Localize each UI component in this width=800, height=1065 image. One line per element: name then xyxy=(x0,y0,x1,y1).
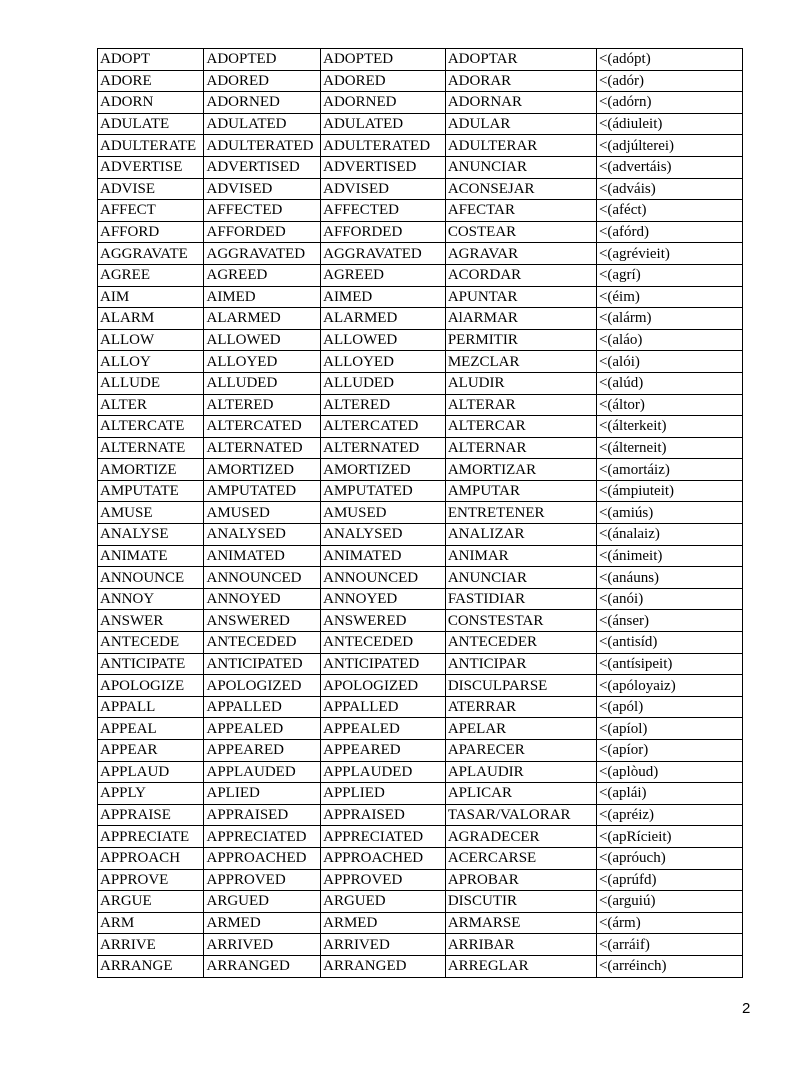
verb-participle-cell: ANNOUNCED xyxy=(321,567,446,589)
verb-participle-cell: ALLUDED xyxy=(321,372,446,394)
table-row xyxy=(98,804,743,826)
verb-base-cell: ADVISE xyxy=(98,178,204,200)
verb-spanish-cell: ARRIBAR xyxy=(445,934,596,956)
verb-participle-cell: AMPUTATED xyxy=(321,480,446,502)
verb-pronunciation-cell: <(árm) xyxy=(596,912,742,934)
verb-pronunciation-cell: <(antisíd) xyxy=(596,632,742,654)
verb-participle-cell: ADORNED xyxy=(321,92,446,114)
verb-base-cell: ARGUE xyxy=(98,891,204,913)
verb-base-cell: ANSWER xyxy=(98,610,204,632)
verb-base-cell: ALLOY xyxy=(98,351,204,373)
verb-base-cell: ALTER xyxy=(98,394,204,416)
verb-spanish-cell: ADULAR xyxy=(445,113,596,135)
verb-pronunciation-cell: <(adór) xyxy=(596,70,742,92)
table-row xyxy=(98,783,743,805)
verb-base-cell: AFFECT xyxy=(98,200,204,222)
verb-participle-cell: ALTERCATED xyxy=(321,416,446,438)
table-row xyxy=(98,653,743,675)
verb-pronunciation-cell: <(álterkeit) xyxy=(596,416,742,438)
table-row xyxy=(98,156,743,178)
verb-past-cell: ALTERNATED xyxy=(204,437,321,459)
verb-base-cell: ADULTERATE xyxy=(98,135,204,157)
table-row xyxy=(98,243,743,265)
verb-pronunciation-cell: <(áltor) xyxy=(596,394,742,416)
verb-past-cell: APPROVED xyxy=(204,869,321,891)
verb-participle-cell: ARGUED xyxy=(321,891,446,913)
verb-participle-cell: ANALYSED xyxy=(321,524,446,546)
verb-pronunciation-cell: <(adórn) xyxy=(596,92,742,114)
page-number: 2 xyxy=(742,1000,751,1017)
verb-participle-cell: APPEARED xyxy=(321,740,446,762)
verb-past-cell: AFFORDED xyxy=(204,221,321,243)
verb-base-cell: ADORE xyxy=(98,70,204,92)
verb-spanish-cell: AGRADECER xyxy=(445,826,596,848)
table-row xyxy=(98,826,743,848)
verb-pronunciation-cell: <(agrí) xyxy=(596,264,742,286)
verb-base-cell: ARRIVE xyxy=(98,934,204,956)
verb-pronunciation-cell: <(arguiú) xyxy=(596,891,742,913)
verb-spanish-cell: ALTERAR xyxy=(445,394,596,416)
table-row xyxy=(98,264,743,286)
verb-pronunciation-cell: <(afórd) xyxy=(596,221,742,243)
verb-past-cell: ADVISED xyxy=(204,178,321,200)
verb-table xyxy=(97,48,743,978)
verb-spanish-cell: ARMARSE xyxy=(445,912,596,934)
verb-base-cell: AMORTIZE xyxy=(98,459,204,481)
verb-spanish-cell: ATERRAR xyxy=(445,696,596,718)
verb-spanish-cell: MEZCLAR xyxy=(445,351,596,373)
verb-past-cell: ADOPTED xyxy=(204,49,321,71)
verb-past-cell: APPEALED xyxy=(204,718,321,740)
verb-participle-cell: ADULTERATED xyxy=(321,135,446,157)
verb-spanish-cell: ADOPTAR xyxy=(445,49,596,71)
verb-pronunciation-cell: <(amiús) xyxy=(596,502,742,524)
verb-spanish-cell: DISCULPARSE xyxy=(445,675,596,697)
verb-spanish-cell: ARREGLAR xyxy=(445,955,596,977)
verb-past-cell: APOLOGIZED xyxy=(204,675,321,697)
verb-base-cell: ANTECEDE xyxy=(98,632,204,654)
table-row xyxy=(98,459,743,481)
table-row xyxy=(98,308,743,330)
verb-past-cell: ADULTERATED xyxy=(204,135,321,157)
verb-pronunciation-cell: <(arréinch) xyxy=(596,955,742,977)
verb-pronunciation-cell: <(amortáiz) xyxy=(596,459,742,481)
verb-participle-cell: ALLOWED xyxy=(321,329,446,351)
verb-participle-cell: ANIMATED xyxy=(321,545,446,567)
verb-participle-cell: ADULATED xyxy=(321,113,446,135)
verb-spanish-cell: APLAUDIR xyxy=(445,761,596,783)
verb-past-cell: APPRECIATED xyxy=(204,826,321,848)
verb-past-cell: ANTECEDED xyxy=(204,632,321,654)
table-row xyxy=(98,869,743,891)
table-row xyxy=(98,955,743,977)
table-row xyxy=(98,696,743,718)
verb-participle-cell: ADVISED xyxy=(321,178,446,200)
verb-spanish-cell: APROBAR xyxy=(445,869,596,891)
verb-pronunciation-cell: <(aláo) xyxy=(596,329,742,351)
verb-base-cell: APPEAL xyxy=(98,718,204,740)
verb-pronunciation-cell: <(apíor) xyxy=(596,740,742,762)
verb-spanish-cell: APUNTAR xyxy=(445,286,596,308)
verb-participle-cell: ARMED xyxy=(321,912,446,934)
verb-participle-cell: ANTECEDED xyxy=(321,632,446,654)
table-row xyxy=(98,200,743,222)
verb-participle-cell: APPLIED xyxy=(321,783,446,805)
verb-base-cell: APPROACH xyxy=(98,847,204,869)
verb-base-cell: ADULATE xyxy=(98,113,204,135)
verb-past-cell: APPRAISED xyxy=(204,804,321,826)
verb-pronunciation-cell: <(adópt) xyxy=(596,49,742,71)
verb-base-cell: ADOPT xyxy=(98,49,204,71)
verb-past-cell: ALTERED xyxy=(204,394,321,416)
verb-spanish-cell: ANUNCIAR xyxy=(445,156,596,178)
verb-spanish-cell: APELAR xyxy=(445,718,596,740)
verb-base-cell: ALLUDE xyxy=(98,372,204,394)
verb-pronunciation-cell: <(ámpiuteit) xyxy=(596,480,742,502)
verb-past-cell: ADVERTISED xyxy=(204,156,321,178)
verb-participle-cell: APPROVED xyxy=(321,869,446,891)
verb-base-cell: APPROVE xyxy=(98,869,204,891)
verb-past-cell: ADORNED xyxy=(204,92,321,114)
table-row xyxy=(98,92,743,114)
verb-pronunciation-cell: <(adjúlterei) xyxy=(596,135,742,157)
verb-past-cell: ARRIVED xyxy=(204,934,321,956)
table-row xyxy=(98,545,743,567)
verb-past-cell: ALARMED xyxy=(204,308,321,330)
verb-pronunciation-cell: <(antísipeit) xyxy=(596,653,742,675)
verb-past-cell: ANTICIPATED xyxy=(204,653,321,675)
verb-pronunciation-cell: <(éim) xyxy=(596,286,742,308)
verb-pronunciation-cell: <(alói) xyxy=(596,351,742,373)
verb-base-cell: ANNOUNCE xyxy=(98,567,204,589)
verb-participle-cell: AMORTIZED xyxy=(321,459,446,481)
verb-spanish-cell: AMPUTAR xyxy=(445,480,596,502)
verb-spanish-cell: ALUDIR xyxy=(445,372,596,394)
verb-past-cell: AFFECTED xyxy=(204,200,321,222)
verb-participle-cell: ADVERTISED xyxy=(321,156,446,178)
verb-spanish-cell: COSTEAR xyxy=(445,221,596,243)
verb-participle-cell: AMUSED xyxy=(321,502,446,524)
table-row xyxy=(98,372,743,394)
table-row xyxy=(98,437,743,459)
verb-pronunciation-cell: <(adváis) xyxy=(596,178,742,200)
verb-past-cell: APPALLED xyxy=(204,696,321,718)
verb-participle-cell: ARRIVED xyxy=(321,934,446,956)
verb-pronunciation-cell: <(apréiz) xyxy=(596,804,742,826)
verb-base-cell: APPALL xyxy=(98,696,204,718)
verb-spanish-cell: TASAR/VALORAR xyxy=(445,804,596,826)
verb-participle-cell: AFFECTED xyxy=(321,200,446,222)
verb-past-cell: AGREED xyxy=(204,264,321,286)
verb-base-cell: ANNOY xyxy=(98,588,204,610)
verb-table-body xyxy=(98,49,743,978)
verb-spanish-cell: APLICAR xyxy=(445,783,596,805)
verb-past-cell: ANIMATED xyxy=(204,545,321,567)
verb-pronunciation-cell: <(apól) xyxy=(596,696,742,718)
verb-past-cell: ARMED xyxy=(204,912,321,934)
verb-spanish-cell: ACERCARSE xyxy=(445,847,596,869)
verb-participle-cell: APPROACHED xyxy=(321,847,446,869)
verb-spanish-cell: ADORAR xyxy=(445,70,596,92)
verb-past-cell: ALTERCATED xyxy=(204,416,321,438)
verb-participle-cell: APPLAUDED xyxy=(321,761,446,783)
verb-past-cell: APPROACHED xyxy=(204,847,321,869)
verb-spanish-cell: FASTIDIAR xyxy=(445,588,596,610)
verb-spanish-cell: AlARMAR xyxy=(445,308,596,330)
verb-base-cell: ALLOW xyxy=(98,329,204,351)
verb-participle-cell: ANSWERED xyxy=(321,610,446,632)
verb-past-cell: ARRANGED xyxy=(204,955,321,977)
table-row xyxy=(98,632,743,654)
table-row xyxy=(98,351,743,373)
verb-participle-cell: ANNOYED xyxy=(321,588,446,610)
verb-spanish-cell: ADULTERAR xyxy=(445,135,596,157)
verb-spanish-cell: PERMITIR xyxy=(445,329,596,351)
verb-pronunciation-cell: <(apróuch) xyxy=(596,847,742,869)
verb-spanish-cell: AFECTAR xyxy=(445,200,596,222)
verb-spanish-cell: ACONSEJAR xyxy=(445,178,596,200)
verb-spanish-cell: ANIMAR xyxy=(445,545,596,567)
table-row xyxy=(98,394,743,416)
table-row xyxy=(98,610,743,632)
verb-participle-cell: ARRANGED xyxy=(321,955,446,977)
verb-pronunciation-cell: <(arráif) xyxy=(596,934,742,956)
verb-pronunciation-cell: <(álterneit) xyxy=(596,437,742,459)
verb-base-cell: ALARM xyxy=(98,308,204,330)
verb-spanish-cell: APARECER xyxy=(445,740,596,762)
table-row xyxy=(98,502,743,524)
table-row xyxy=(98,70,743,92)
verb-base-cell: ANTICIPATE xyxy=(98,653,204,675)
table-row xyxy=(98,761,743,783)
verb-participle-cell: APPEALED xyxy=(321,718,446,740)
verb-participle-cell: ALTERED xyxy=(321,394,446,416)
verb-participle-cell: APOLOGIZED xyxy=(321,675,446,697)
verb-spanish-cell: CONSTESTAR xyxy=(445,610,596,632)
table-row xyxy=(98,480,743,502)
verb-pronunciation-cell: <(ánalaiz) xyxy=(596,524,742,546)
table-row xyxy=(98,524,743,546)
verb-base-cell: ALTERNATE xyxy=(98,437,204,459)
table-row xyxy=(98,912,743,934)
verb-base-cell: AIM xyxy=(98,286,204,308)
table-row xyxy=(98,221,743,243)
verb-participle-cell: ALLOYED xyxy=(321,351,446,373)
verb-participle-cell: AIMED xyxy=(321,286,446,308)
verb-past-cell: ARGUED xyxy=(204,891,321,913)
verb-participle-cell: APPALLED xyxy=(321,696,446,718)
verb-base-cell: APPRAISE xyxy=(98,804,204,826)
verb-past-cell: ADULATED xyxy=(204,113,321,135)
verb-base-cell: AGGRAVATE xyxy=(98,243,204,265)
verb-past-cell: APLIED xyxy=(204,783,321,805)
verb-participle-cell: AGGRAVATED xyxy=(321,243,446,265)
verb-pronunciation-cell: <(advertáis) xyxy=(596,156,742,178)
verb-spanish-cell: ANTECEDER xyxy=(445,632,596,654)
verb-past-cell: AGGRAVATED xyxy=(204,243,321,265)
verb-past-cell: AMORTIZED xyxy=(204,459,321,481)
verb-spanish-cell: AMORTIZAR xyxy=(445,459,596,481)
verb-participle-cell: ADOPTED xyxy=(321,49,446,71)
verb-pronunciation-cell: <(aplòud) xyxy=(596,761,742,783)
verb-base-cell: ADORN xyxy=(98,92,204,114)
verb-pronunciation-cell: <(agrévieit) xyxy=(596,243,742,265)
verb-base-cell: ADVERTISE xyxy=(98,156,204,178)
verb-base-cell: ARM xyxy=(98,912,204,934)
table-row xyxy=(98,891,743,913)
verb-pronunciation-cell: <(alárm) xyxy=(596,308,742,330)
verb-participle-cell: APPRAISED xyxy=(321,804,446,826)
table-row xyxy=(98,847,743,869)
verb-past-cell: ANNOYED xyxy=(204,588,321,610)
verb-pronunciation-cell: <(anáuns) xyxy=(596,567,742,589)
table-row xyxy=(98,113,743,135)
table-row xyxy=(98,329,743,351)
verb-spanish-cell: ALTERCAR xyxy=(445,416,596,438)
verb-past-cell: ANALYSED xyxy=(204,524,321,546)
verb-past-cell: ANNOUNCED xyxy=(204,567,321,589)
verb-pronunciation-cell: <(apRícieit) xyxy=(596,826,742,848)
verb-base-cell: ALTERCATE xyxy=(98,416,204,438)
verb-base-cell: APPLAUD xyxy=(98,761,204,783)
verb-past-cell: AMUSED xyxy=(204,502,321,524)
verb-pronunciation-cell: <(aféct) xyxy=(596,200,742,222)
table-row xyxy=(98,934,743,956)
verb-past-cell: ANSWERED xyxy=(204,610,321,632)
verb-spanish-cell: ACORDAR xyxy=(445,264,596,286)
verb-participle-cell: ANTICIPATED xyxy=(321,653,446,675)
table-row xyxy=(98,675,743,697)
verb-spanish-cell: ALTERNAR xyxy=(445,437,596,459)
verb-participle-cell: APPRECIATED xyxy=(321,826,446,848)
verb-participle-cell: AFFORDED xyxy=(321,221,446,243)
verb-pronunciation-cell: <(ádiuleit) xyxy=(596,113,742,135)
verb-past-cell: ADORED xyxy=(204,70,321,92)
verb-past-cell: APPEARED xyxy=(204,740,321,762)
table-row xyxy=(98,416,743,438)
verb-past-cell: ALLOWED xyxy=(204,329,321,351)
verb-base-cell: APPEAR xyxy=(98,740,204,762)
table-row xyxy=(98,135,743,157)
table-row xyxy=(98,740,743,762)
verb-base-cell: APOLOGIZE xyxy=(98,675,204,697)
verb-base-cell: ANALYSE xyxy=(98,524,204,546)
verb-participle-cell: ALARMED xyxy=(321,308,446,330)
verb-pronunciation-cell: <(aplái) xyxy=(596,783,742,805)
verb-pronunciation-cell: <(alúd) xyxy=(596,372,742,394)
verb-base-cell: AGREE xyxy=(98,264,204,286)
verb-pronunciation-cell: <(apíol) xyxy=(596,718,742,740)
verb-spanish-cell: ENTRETENER xyxy=(445,502,596,524)
verb-spanish-cell: DISCUTIR xyxy=(445,891,596,913)
table-row xyxy=(98,286,743,308)
verb-pronunciation-cell: <(apóloyaiz) xyxy=(596,675,742,697)
verb-base-cell: AMUSE xyxy=(98,502,204,524)
table-row xyxy=(98,588,743,610)
verb-past-cell: APPLAUDED xyxy=(204,761,321,783)
verb-pronunciation-cell: <(ánser) xyxy=(596,610,742,632)
verb-base-cell: AFFORD xyxy=(98,221,204,243)
verb-spanish-cell: ADORNAR xyxy=(445,92,596,114)
verb-participle-cell: ALTERNATED xyxy=(321,437,446,459)
verb-spanish-cell: ANTICIPAR xyxy=(445,653,596,675)
table-row xyxy=(98,567,743,589)
table-row xyxy=(98,718,743,740)
verb-pronunciation-cell: <(ánimeit) xyxy=(596,545,742,567)
verb-base-cell: APPLY xyxy=(98,783,204,805)
verb-base-cell: AMPUTATE xyxy=(98,480,204,502)
verb-base-cell: ANIMATE xyxy=(98,545,204,567)
verb-pronunciation-cell: <(anói) xyxy=(596,588,742,610)
verb-participle-cell: AGREED xyxy=(321,264,446,286)
verb-pronunciation-cell: <(aprúfd) xyxy=(596,869,742,891)
verb-base-cell: ARRANGE xyxy=(98,955,204,977)
verb-past-cell: AMPUTATED xyxy=(204,480,321,502)
verb-past-cell: AIMED xyxy=(204,286,321,308)
table-row xyxy=(98,49,743,71)
verb-spanish-cell: AGRAVAR xyxy=(445,243,596,265)
verb-past-cell: ALLUDED xyxy=(204,372,321,394)
table-row xyxy=(98,178,743,200)
verb-participle-cell: ADORED xyxy=(321,70,446,92)
verb-base-cell: APPRECIATE xyxy=(98,826,204,848)
verb-past-cell: ALLOYED xyxy=(204,351,321,373)
verb-spanish-cell: ANUNCIAR xyxy=(445,567,596,589)
verb-spanish-cell: ANALIZAR xyxy=(445,524,596,546)
